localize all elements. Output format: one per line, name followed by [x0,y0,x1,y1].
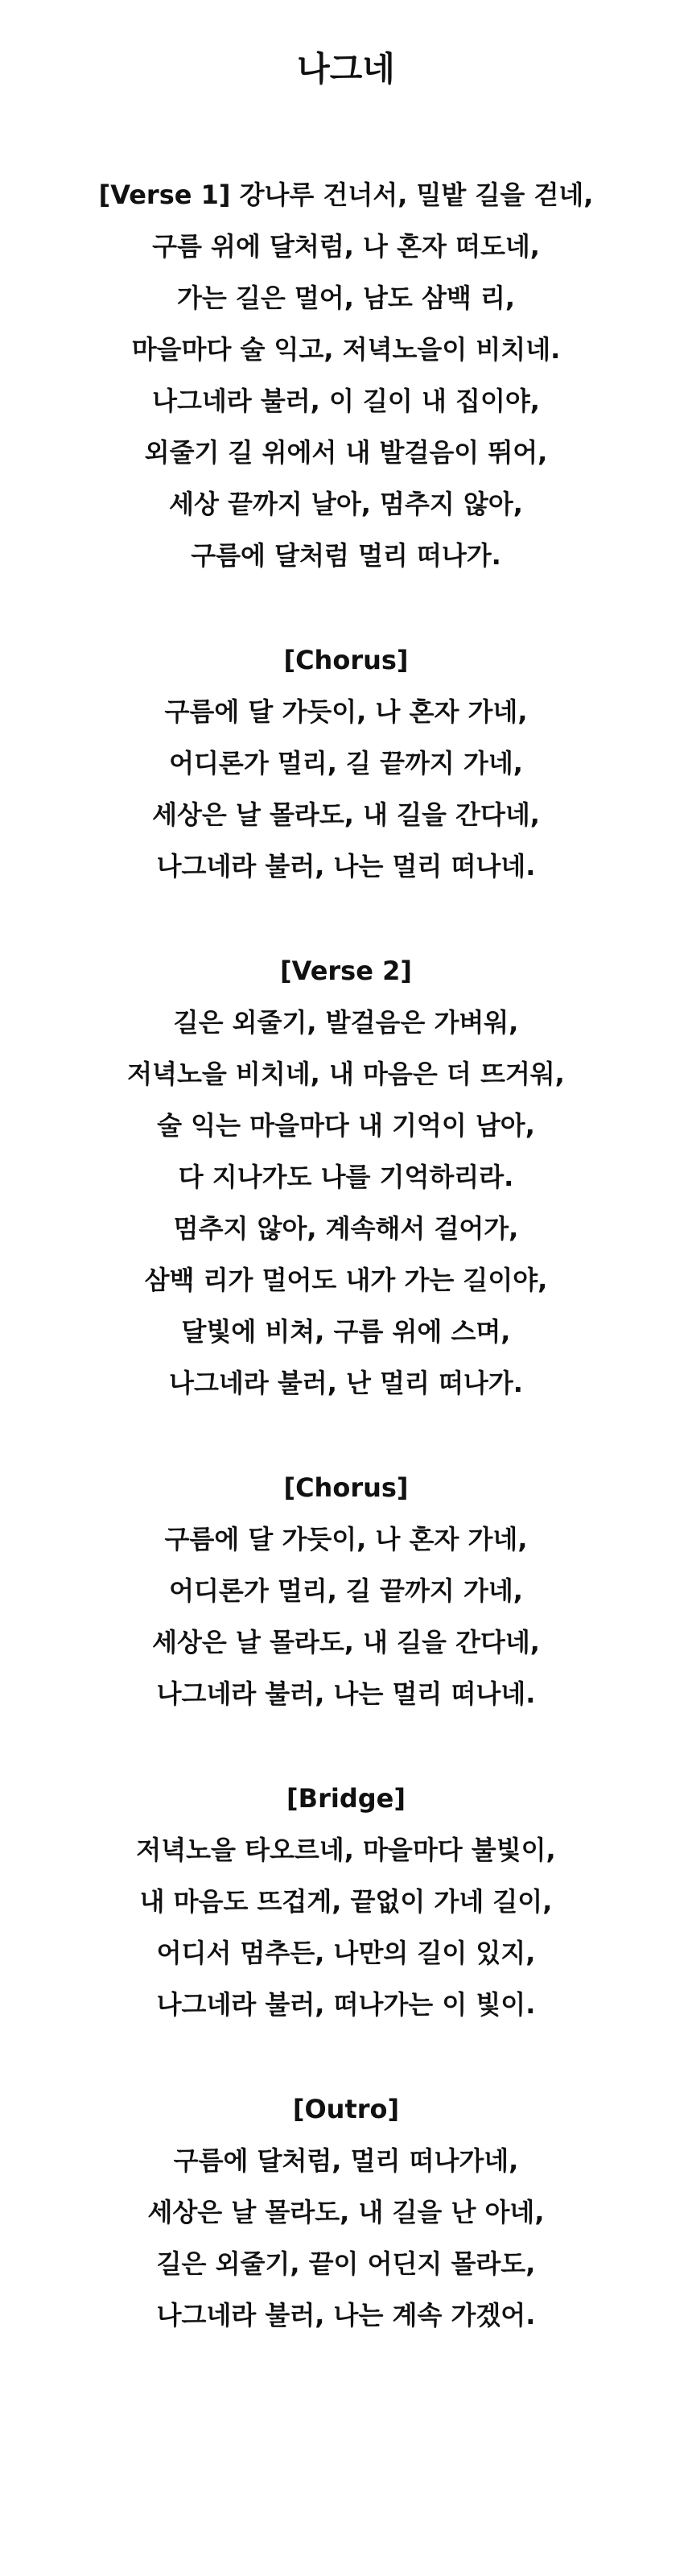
chorus-2-line: 어디론가 멀리, 길 끝까지 가네, [169,1575,523,1606]
chorus-1-line: 나그네라 불러, 나는 멀리 떠나네. [156,851,536,881]
verse-1-line: 구름에 달처럼 멀리 떠나가. [191,540,501,571]
outro-heading: [Outro] [292,2094,400,2124]
bridge-line: 나그네라 불러, 떠나가는 이 빛이. [156,1989,536,2020]
verse-1-line: [Verse 1] 강나루 건너서, 밀밭 길을 걷네, [98,180,594,210]
chorus-2-line: 나그네라 불러, 나는 멀리 떠나네. [156,1678,536,1709]
chorus-1-heading: [Chorus] [283,645,409,675]
verse-2-line: 술 익는 마을마다 내 기억이 남아, [157,1110,535,1141]
chorus-2-line: 세상은 날 몰라도, 내 길을 간다네, [152,1627,540,1657]
verse-1-line: 외줄기 길 위에서 내 발걸음이 뛰어, [144,437,548,468]
bridge-line: 저녁노을 타오르네, 마을마다 불빛이, [136,1835,556,1865]
verse-2-line: 달빛에 비쳐, 구름 위에 스며, [181,1316,511,1347]
verse-2-line: 길은 외줄기, 발걸음은 가벼워, [173,1007,519,1038]
chorus-1-section [0,634,692,892]
outro-line: 나그네라 불러, 나는 계속 가겠어. [156,2300,536,2330]
outro-section [0,2083,692,2341]
verse-2-heading: [Verse 2] [280,956,412,986]
verse-2-line: 삼백 리가 멀어도 내가 가는 길이야, [144,1265,548,1295]
verse-2-section [0,945,692,1409]
chorus-1-line: 어디론가 멀리, 길 끝까지 가네, [169,748,523,778]
bridge-line: 내 마음도 뜨겁게, 끝없이 가네 길이, [139,1886,553,1917]
outro-line: 구름에 달처럼, 멀리 떠나가네, [173,2145,519,2176]
bridge-heading: [Bridge] [286,1783,406,1814]
verse-1-line: 구름 위에 달처럼, 나 혼자 떠도네, [152,231,540,262]
lyrics-body [0,169,692,2394]
verse-1-line: 세상 끝까지 날아, 멈추지 않아, [169,489,523,519]
verse-2-line: 저녁노을 비치네, 내 마음은 더 뜨거워, [127,1059,565,1089]
verse-2-line: 나그네라 불러, 난 멀리 떠나가. [169,1368,523,1398]
chorus-1-line: 구름에 달 가듯이, 나 혼자 가네, [164,696,528,727]
bridge-section [0,1773,692,2030]
verse-2-line: 다 지나가도 나를 기억하리라. [178,1162,514,1192]
outro-line: 세상은 날 몰라도, 내 길을 난 아네, [147,2197,545,2227]
verse-2-line: 멈추지 않아, 계속해서 걸어가, [173,1213,519,1244]
chorus-2-section [0,1462,692,1719]
chorus-2-heading: [Chorus] [283,1472,409,1503]
chorus-2-line: 구름에 달 가듯이, 나 혼자 가네, [164,1524,528,1554]
outro-line: 길은 외줄기, 끝이 어딘지 몰라도, [156,2248,536,2279]
verse-1-line: 가는 길은 멀어, 남도 삼백 리, [176,283,516,313]
verse-1-line: 나그네라 불러, 이 길이 내 집이야, [152,386,540,416]
bridge-line: 어디서 멈추든, 나만의 길이 있지, [156,1938,536,1968]
verse-1-section [0,169,692,581]
song-title: 나그네 [297,49,395,89]
chorus-1-line: 세상은 날 몰라도, 내 길을 간다네, [152,799,540,830]
verse-1-line: 마을마다 술 익고, 저녁노을이 비치네. [131,334,561,365]
